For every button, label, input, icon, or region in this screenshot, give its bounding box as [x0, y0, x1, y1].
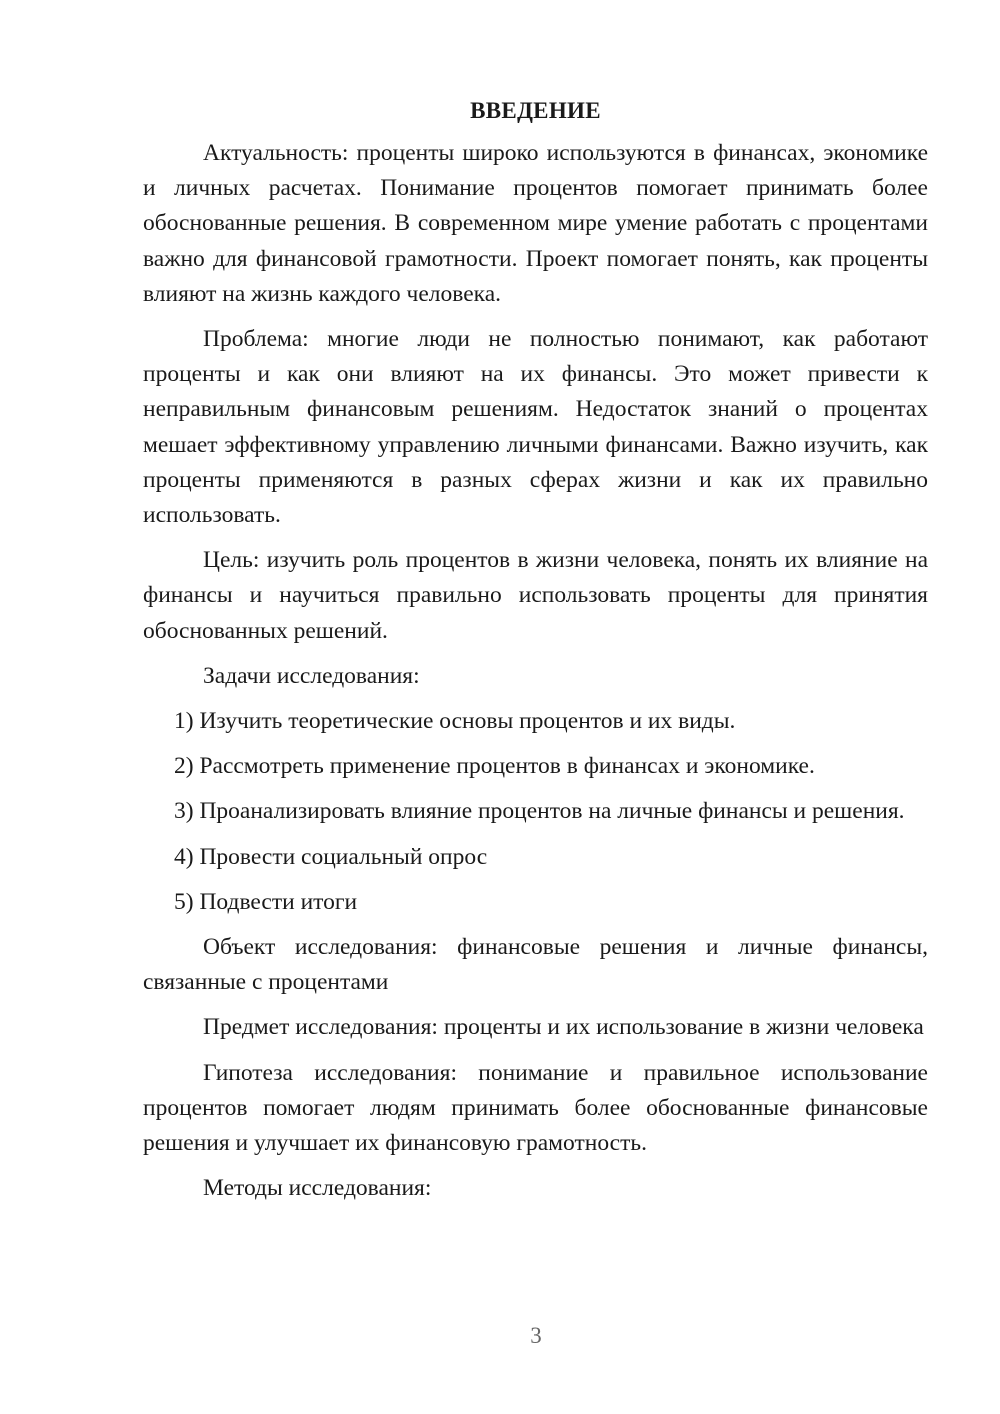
task-item: 2) Рассмотреть применение процентов в финансах и экономике.	[174, 753, 815, 780]
subject-paragraph: Предмет исследования: проценты и их использование в жизни человека	[203, 1014, 924, 1041]
problem-paragraph: Проблема: многие люди не полностью понимают, как работают проценты и как они влияют на их финансы. Это может привести к неправильным финансовым решениям. Недостаток знаний о процентах мешает эффективному управлению личными финансами. Важно изучить, как проценты применяются в разных сферах жизни и как их правильно использовать.	[143, 326, 928, 529]
page-number: 3	[530, 1323, 542, 1348]
relevance-paragraph: Актуальность: проценты широко используются в финансах, экономике и личных расчетах. Понимание процентов помогает принимать более обоснованные решения. В современном мире умение работать с процентами важно для финансовой грамотности. Проект помогает понять, как проценты влияют на жизнь каждого человека.	[143, 140, 928, 307]
task-item: 1) Изучить теоретические основы процентов и их виды.	[174, 708, 736, 735]
goal-paragraph: Цель: изучить роль процентов в жизни человека, понять их влияние на финансы и научиться правильно использовать проценты для принятия обоснованных решений.	[143, 547, 928, 644]
object-paragraph: Объект исследования: финансовые решения и личные финансы, связанные с процентами	[143, 934, 928, 996]
hypothesis-paragraph: Гипотеза исследования: понимание и правильное использование процентов помогает людям принимать более обоснованные финансовые решения и улучшает их финансовую грамотность.	[143, 1059, 928, 1157]
methods-title: Методы исследования:	[203, 1175, 432, 1202]
page-title: ВВЕДЕНИЕ	[470, 98, 601, 123]
page-content	[143, 96, 928, 1216]
task-item: 3) Проанализировать влияние процентов на личные финансы и решения.	[174, 798, 905, 825]
tasks-title: Задачи исследования:	[203, 662, 420, 689]
task-item: 5) Подвести итоги	[174, 888, 358, 915]
task-item: 4) Провести социальный опрос	[174, 843, 488, 870]
